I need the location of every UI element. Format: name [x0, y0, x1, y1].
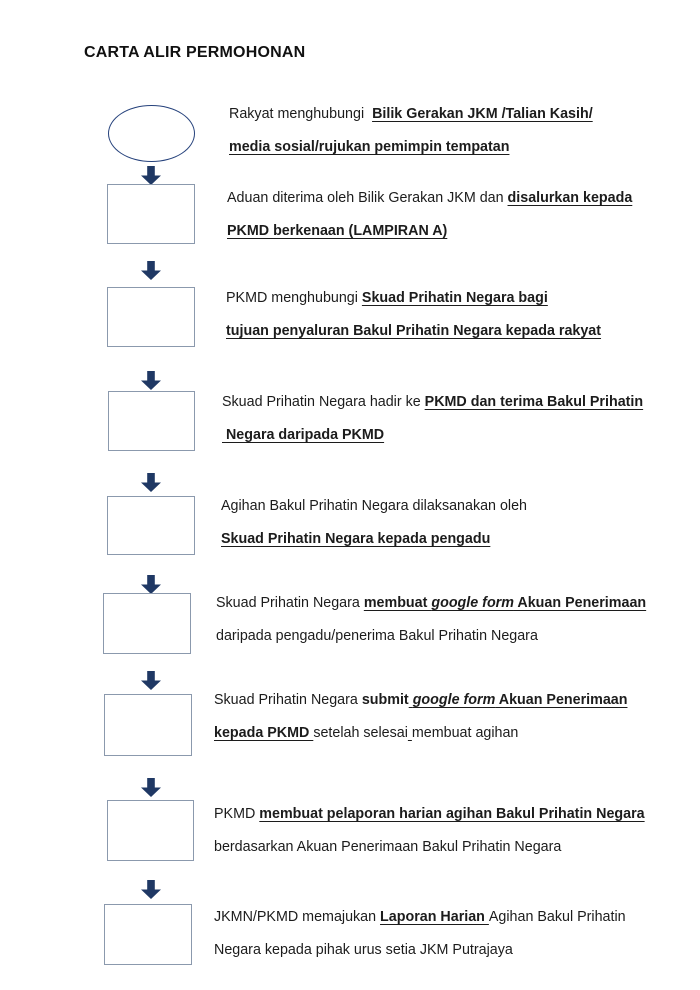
text-segment: Negara kepada pihak urus setia JKM Putrajaya — [214, 942, 513, 958]
text-segment: Agihan Bakul Prihatin — [488, 909, 626, 925]
down-arrow-icon — [141, 371, 161, 390]
text-segment: Skuad Prihatin Negara hadir ke — [222, 394, 425, 410]
text-segment: berdasarkan Akuan Penerimaan Bakul Prihatin Negara — [214, 839, 562, 855]
step-text-line — [222, 419, 643, 452]
step-text-line — [214, 831, 645, 864]
step-text-line — [226, 315, 601, 348]
step-text-line — [227, 215, 632, 248]
text-segment: Rakyat menghubungi — [229, 106, 373, 122]
step-text — [222, 386, 643, 452]
process-box — [104, 694, 192, 756]
text-segment: google form — [412, 692, 496, 708]
step-text — [214, 901, 626, 967]
text-segment: kepada PKMD — [214, 725, 314, 741]
down-arrow-icon — [141, 261, 161, 280]
step-text-line — [221, 523, 527, 556]
text-segment: Skuad Prihatin Negara kepada pengadu — [221, 531, 491, 547]
page-title: CARTA ALIR PERMOHONAN — [84, 44, 306, 61]
step-text — [226, 282, 601, 348]
text-segment: daripada pengadu/penerima Bakul Prihatin Negara — [216, 628, 538, 644]
process-box — [107, 496, 195, 555]
step-text — [216, 587, 646, 653]
step-text-line — [214, 684, 627, 717]
text-segment: google form — [431, 595, 514, 611]
step-text-line — [222, 386, 643, 419]
text-segment: PKMD — [214, 806, 260, 822]
text-segment: Akuan Penerimaan — [513, 595, 647, 611]
text-segment: tujuan penyaluran Bakul Prihatin Negara kepada rakyat — [226, 323, 602, 339]
text-segment: Negara daripada PKMD — [222, 427, 385, 443]
text-segment: media sosial/rujukan pemimpin tempatan — [229, 139, 510, 155]
down-arrow-icon — [141, 575, 161, 594]
text-segment: Bilik Gerakan JKM /Talian Kasih/ — [372, 106, 593, 122]
step-text — [227, 182, 632, 248]
step-text-line — [221, 490, 527, 523]
text-segment: setelah selesai — [313, 725, 408, 741]
step-text — [214, 684, 627, 750]
text-segment: JKMN/PKMD memajukan — [214, 909, 381, 925]
text-segment: Skuad Prihatin Negara — [216, 595, 364, 611]
step-text-line — [229, 98, 593, 131]
step-text-line — [216, 620, 646, 653]
text-segment: disalurkan kepada — [507, 190, 633, 206]
process-box — [107, 184, 195, 244]
process-box — [103, 593, 191, 654]
step-text-line — [229, 131, 593, 164]
process-box — [108, 391, 195, 451]
text-segment: Laporan Harian — [380, 909, 489, 925]
text-segment: membuat agihan — [411, 725, 519, 741]
text-segment: Skuad Prihatin Negara — [214, 692, 362, 708]
down-arrow-icon — [141, 671, 161, 690]
down-arrow-icon — [141, 778, 161, 797]
process-box — [107, 800, 194, 861]
text-segment: Agihan Bakul Prihatin Negara dilaksanakan oleh — [221, 498, 527, 514]
terminator-ellipse — [108, 105, 195, 162]
down-arrow-icon — [141, 166, 161, 185]
step-text — [229, 98, 593, 164]
step-text-line — [214, 717, 627, 750]
step-text-line — [214, 798, 645, 831]
step-text-line — [227, 182, 632, 215]
step-text — [221, 490, 527, 556]
step-text-line — [216, 587, 646, 620]
text-segment: PKMD menghubungi — [226, 290, 362, 306]
text-segment: PKMD dan terima Bakul Prihatin — [424, 394, 644, 410]
text-segment: membuat — [363, 595, 432, 611]
text-segment: Skuad Prihatin Negara bagi — [361, 290, 548, 306]
down-arrow-icon — [141, 473, 161, 492]
step-text-line — [226, 282, 601, 315]
step-text-line — [214, 901, 626, 934]
text-segment: submit — [361, 692, 409, 708]
text-segment: membuat pelaporan harian agihan Bakul Prihatin Negara — [259, 806, 645, 822]
text-segment: Aduan diterima oleh Bilik Gerakan JKM dan — [227, 190, 508, 206]
step-text-line — [214, 934, 626, 967]
process-box — [107, 287, 195, 347]
step-text — [214, 798, 645, 864]
text-segment: PKMD berkenaan (LAMPIRAN A) — [227, 223, 448, 239]
text-segment: Akuan Penerimaan — [495, 692, 628, 708]
down-arrow-icon — [141, 880, 161, 899]
process-box — [104, 904, 192, 965]
